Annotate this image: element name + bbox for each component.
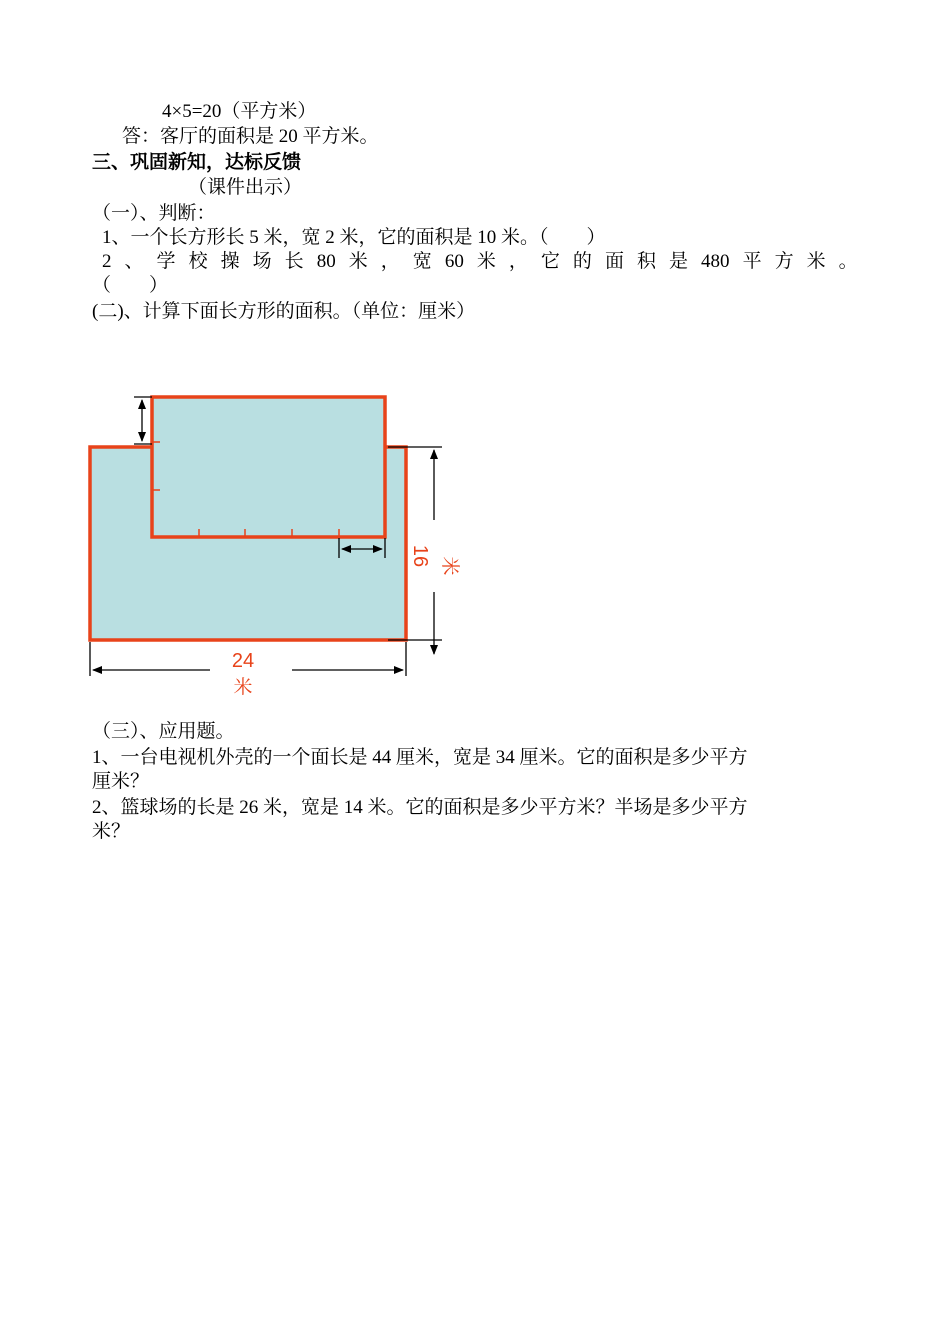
part1-title: （一）、判断： <box>92 203 216 224</box>
question-2-token: 方 <box>774 251 794 272</box>
question-2-token: 它 <box>540 251 560 272</box>
app-question-1-line1: 1、一台电视机外壳的一个面长是 44 厘米，宽是 34 厘米。它的面积是多少平方 <box>92 747 748 768</box>
question-2-token: 、 <box>124 251 144 272</box>
calc-line: 4×5=20（平方米） <box>162 101 317 122</box>
question-2-token: 平 <box>742 251 762 272</box>
small-rectangle <box>152 397 385 537</box>
question-2-token: 米 <box>348 251 368 272</box>
answer-line: 答：客厅的面积是 20 平方米。 <box>122 126 379 147</box>
question-2-token: 长 <box>284 251 304 272</box>
question-2-token: 。 <box>838 251 858 272</box>
question-2-token: ， <box>380 251 400 272</box>
question-2-token: 面 <box>604 251 624 272</box>
app-question-1-line2: 厘米？ <box>92 771 150 792</box>
width-unit-label: 米 <box>233 677 253 698</box>
height-value-label: 16 <box>409 544 431 568</box>
app-question-2-line2: 米？ <box>92 821 131 842</box>
judge-question-2-bracket: （ ） <box>92 275 169 296</box>
question-2-token: 60 <box>444 251 464 272</box>
question-2-token: 校 <box>188 251 208 272</box>
part3-title: （三）、应用题。 <box>92 721 235 742</box>
question-2-token: 积 <box>636 251 656 272</box>
question-2-token: 480 <box>701 251 730 272</box>
question-2-token: 米 <box>806 251 826 272</box>
width-value-label: 24 <box>231 650 255 672</box>
question-2-token: 2 <box>102 251 112 272</box>
question-2-token: 学 <box>156 251 176 272</box>
courseware-note: （课件出示） <box>188 177 303 198</box>
height-unit-label: 米 <box>439 556 460 576</box>
question-2-token: 场 <box>252 251 272 272</box>
part2-title: (二)、计算下面长方形的面积。（单位：厘米） <box>92 301 476 322</box>
question-2-token: 宽 <box>412 251 432 272</box>
rectangle-figure <box>70 380 470 700</box>
question-2-token: 米 <box>476 251 496 272</box>
top-offset-dimension <box>134 397 152 444</box>
question-2-token: 操 <box>220 251 240 272</box>
question-2-token: 80 <box>316 251 336 272</box>
judge-question-1: 1、一个长方形长 5 米，宽 2 米，它的面积是 10 米。（ ） <box>102 227 606 248</box>
question-2-token: ， <box>508 251 528 272</box>
question-2-token: 的 <box>572 251 592 272</box>
question-2-token: 是 <box>669 251 689 272</box>
judge-question-2 <box>102 250 858 274</box>
app-question-2-line1: 2、篮球场的长是 26 米，宽是 14 米。它的面积是多少平方米？半场是多少平方 <box>92 797 748 818</box>
section3-title: 三、巩固新知，达标反馈 <box>92 151 302 173</box>
